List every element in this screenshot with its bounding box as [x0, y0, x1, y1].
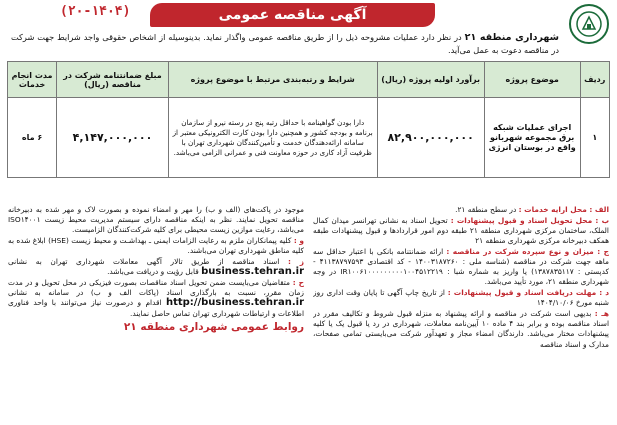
- term-z: [8, 257, 304, 277]
- term-c-text: ارائه ضمانتنامه بانکی با اعتبار حداقل سه ماهه جهت شرکت در مناقصه (شناسه ملی : ۱۴۰۰۳۱۸۷۲۶۰ - کد اقتصادی ۴۱۱۳۸۷۹۷۵۹۳ - کدپستی : ۱۳۸۷۸۳۵۱۱۷) یا واریز به شماره شبا : IR۱۰۰۶۱۰۰۰۰۰۰۰۰۰۱۰۰۴۵۱۲۲۱۹ در وجه شهرداری منطقه ۲۱، مورد تأیید می‌باشد.: [313, 246, 609, 287]
- public-relations-signature: روابط عمومی شهرداری منطقه ۲۱: [123, 320, 304, 333]
- tender-table: [7, 61, 610, 178]
- cell-subject: اجرای عملیات شبکه برق مجموعه شهربانو واقع در بوستان انرژی: [484, 98, 580, 178]
- business-site-link[interactable]: business.tehran.ir: [201, 266, 304, 278]
- term-b-label: ب : محل تحویل اسناد و قبول پیشنهادات :: [450, 215, 609, 225]
- intro-paragraph: [11, 31, 559, 57]
- header-deposit: مبلغ ضمانتنامه شرکت در مناقصه (ریال): [57, 62, 169, 98]
- term-e-text: بدیهی است شرکت در مناقصه و ارائه پیشنهاد به منزله قبول شروط و تکالیف مقرر در اسناد مناقصه بوده و برابر بند ۴ ماده ۱۰ آیین‌نامه معاملات، شهرداری در رد یا قبول یک یا کلیه پیشنهادات مختار می‌باشد. دارندگان امضاء مجاز و تعهدآور شرکت می‌بایستی تمامی صفحات، مدارک و اسناد مناقصه: [313, 309, 609, 349]
- term-a-text: در سطح منطقه ۲۱.: [455, 205, 517, 214]
- tehran-emblem-icon: [574, 9, 604, 39]
- term-d: [313, 288, 609, 308]
- notice-number: (۲۰-۱۴۰۴): [60, 4, 131, 19]
- terms-column-left: [8, 205, 304, 420]
- cell-estimate: ۸۲,۹۰۰,۰۰۰,۰۰۰: [377, 98, 484, 178]
- term-c-label: ج : میزان و نوع سپرده شرکت در مناقصه :: [446, 246, 609, 256]
- org-name: شهرداری منطقه ۲۱: [464, 32, 559, 43]
- term-a-label: الف : محل ارایه خدمات :: [518, 205, 609, 214]
- municipality-logo: [569, 4, 609, 44]
- intro-text: در نظر دارد عملیات مشروحه ذیل را از طریق مناقصه عمومی واگذار نماید. بدینوسیله از اشخاص حقوقی واجد شرایط جهت شرکت در مناقصه دعوت به عمل می‌آید.: [11, 32, 559, 55]
- table-row: [8, 98, 610, 178]
- notice-title: آگهی مناقصه عمومی: [150, 3, 435, 27]
- term-z-text2: قابل رؤیت و دریافت می‌باشد.: [107, 267, 199, 277]
- term-e-continued: موجود در پاکت‌های (الف و ب) را مهر و امضاء نموده و بصورت لاک و مهر شده به دبیرخانه مناقصه تحویل نمایند. نظر به اینکه مناقصه دارای سیستم مدیریت محیط زیست ISO۱۴۰۰۱ می‌باشد، رعایت موازین زیست محیطی برای کلیه شرکت‌کنندگان الزامیست.: [8, 205, 304, 235]
- cell-row-number: ۱: [580, 98, 609, 178]
- term-h: [8, 278, 304, 319]
- term-v: [8, 236, 304, 256]
- term-e: [313, 309, 609, 350]
- term-h-text: متقاضیان می‌بایست ضمن تحویل اسناد مناقصات بصورت فیزیکی در محل تحویل و در مدت زمان مقرر، نسبت به بارگذاری اسناد (پاکات الف و ب) در سامانه به نشانی: [8, 277, 304, 298]
- term-b-text: تحویل اسناد به نشانی تهرانسر میدان کمال الملک، ساختمان مرکزی شهرداری منطقه ۲۱ طبقه دوم امور قراردادها و قبول پیشنهادات طبقه همکف دبیرخانه مرکزی شهرداری منطقه ۲۱: [313, 215, 609, 246]
- term-z-text: اسناد مناقصه از طریق تالار آگهی معاملات شهرداری تهران به نشانی: [8, 257, 280, 267]
- header-row-number: ردیف: [580, 62, 609, 98]
- term-c: [313, 247, 609, 288]
- term-v-label: و :: [293, 236, 304, 246]
- business-portal-link[interactable]: http://business.tehran.ir: [165, 297, 304, 309]
- terms-column-right: [313, 205, 609, 420]
- term-d-label: د : مهلت دریافت اسناد و قبول پیشنهادات :: [447, 288, 609, 298]
- term-v-text: کلیه پیمانکاران ملزم به رعایت الزامات ایمنی ـ بهداشـت و محیط زیست (HSE) ابلاغ شده به کلیه مناطق شهرداری تهران می‌باشند.: [8, 236, 304, 256]
- term-z-label: ز :: [287, 257, 304, 267]
- header-estimate: برآورد اولیه پروژه (ریال): [377, 62, 484, 98]
- cell-deposit: ۴,۱۴۷,۰۰۰,۰۰۰: [57, 98, 169, 178]
- header-subject: موضوع پروژه: [484, 62, 580, 98]
- table-header-row: [8, 62, 610, 98]
- term-a: [313, 205, 609, 215]
- term-e-label: هـ :: [594, 309, 609, 319]
- header-conditions: شرایط و رتبه‌بندی مرتبط با موضوع پروژه: [168, 62, 377, 98]
- term-h-label: ح :: [292, 277, 304, 287]
- cell-conditions: دارا بودن گواهینامه با حداقل رتبه پنج در رسته نیرو از سازمان برنامه و بودجه کشور و همچنین دارا بودن کارت الکترونیکی معتبر از سامانه ارائه‌دهندگان خدمت و تأمین‌کنندگان شهرداری تهران با ظرفیت آزاد کاری در حوزه معاونت فنی و عمرانی الزامی می‌باشد.: [168, 98, 377, 178]
- term-h-text2: اقدام و درصورت نیاز می‌توانند با واحد فناوری اطلاعات و ارتباطات شهرداری تهران تماس حاصل نمایند.: [8, 298, 304, 318]
- cell-duration: ۶ ماه: [8, 98, 57, 178]
- term-d-text: از تاریخ چاپ آگهی تا پایان وقت اداری روز شنبه مورخ ۱۴۰۴/۱۰/۰۶: [313, 288, 609, 308]
- header-duration: مدت انجام خدمات: [8, 62, 57, 98]
- term-b: [313, 216, 609, 247]
